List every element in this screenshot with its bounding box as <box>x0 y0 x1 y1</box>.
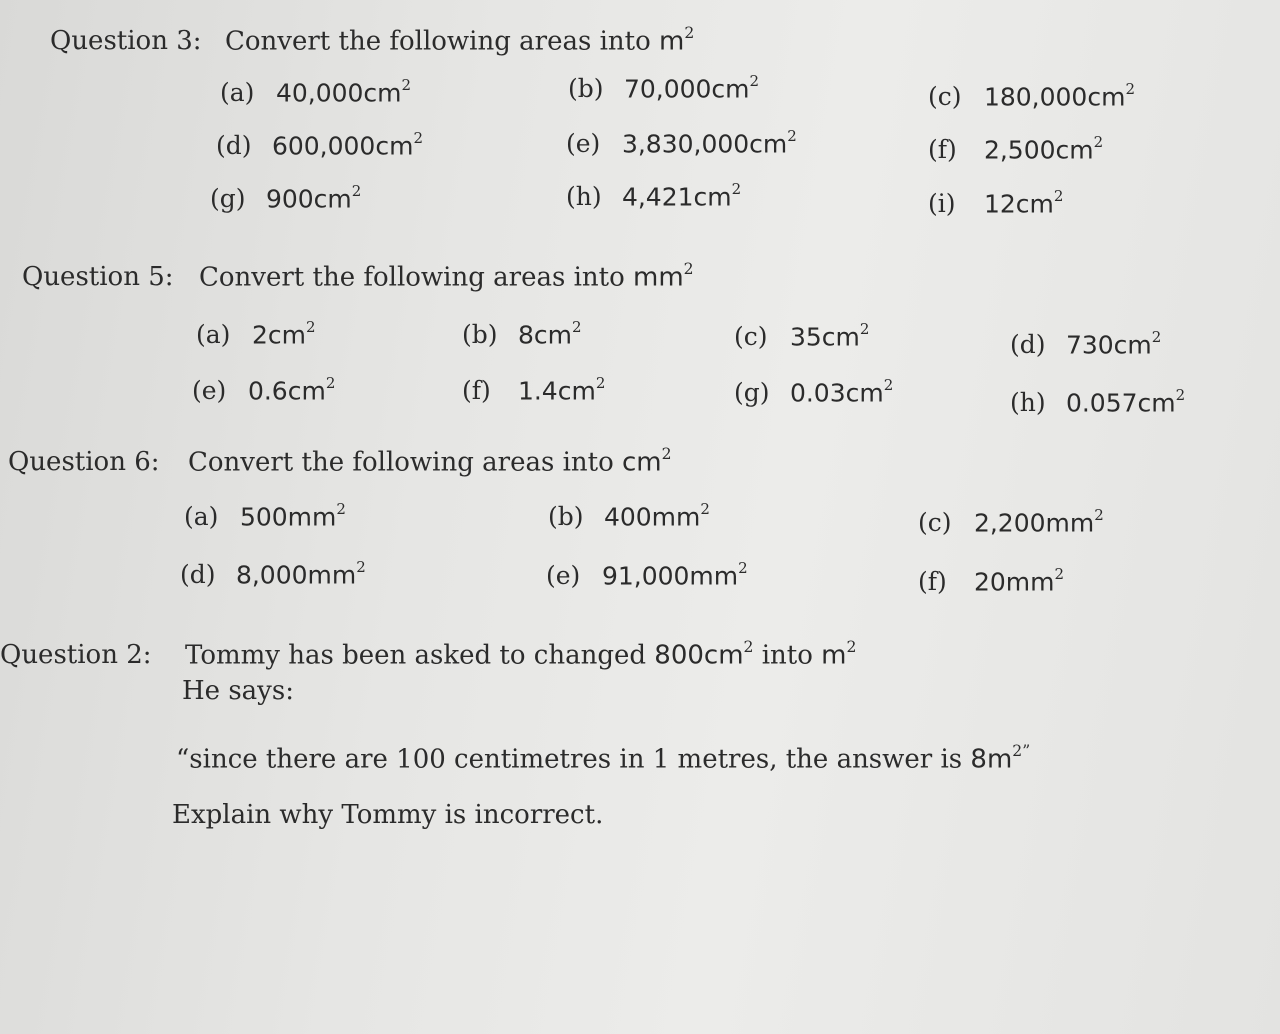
q6-item-f: (f) $20mm^2$ <box>918 564 1065 597</box>
q5-item-g: (g) $0.03cm^2$ <box>734 375 894 408</box>
question-5-number: Question 5: <box>22 262 174 292</box>
question-3-unit: m <box>659 26 685 57</box>
q3-item-g: (g) $900cm^2$ <box>210 181 362 214</box>
question-6-unit: cm <box>622 447 662 478</box>
q3-item-e: (e) $3,830,000cm^2$ <box>566 126 797 159</box>
quote-answer: 8m <box>970 744 1013 775</box>
q5-item-c: (c) $35cm^2$ <box>734 319 870 352</box>
q6-item-e: (e) $91,000mm^2$ <box>546 558 748 591</box>
question-2-value: 800cm <box>654 640 744 671</box>
q5-item-f: (f) $1.4cm^2$ <box>462 373 606 406</box>
question-6-title: Convert the following areas into <box>188 447 614 478</box>
question-6-number: Question 6: <box>8 447 160 477</box>
question-2-text: Tommy has been asked to changed <box>185 640 647 671</box>
q5-item-b: (b) $8cm^2$ <box>462 317 582 350</box>
question-5-unit: mm <box>633 262 684 293</box>
question-3-title: Convert the following areas into <box>225 26 651 57</box>
question-2-he-says: He says: <box>182 676 294 706</box>
q6-item-b: (b) $400mm^2$ <box>548 499 710 532</box>
question-3-number: Question 3: <box>50 26 202 56</box>
question-2-into: into <box>761 640 813 671</box>
q5-item-e: (e) $0.6cm^2$ <box>192 373 336 406</box>
question-5-title: Convert the following areas into <box>199 262 625 293</box>
question-6-heading: Question 6: Convert the following areas into $cm^2$ <box>8 444 672 478</box>
q3-item-f: (f) $2,500cm^2$ <box>928 132 1104 165</box>
question-3-heading: Question 3: Convert the following areas into $m^2$ <box>50 23 695 57</box>
question-2-unit: m <box>821 640 847 671</box>
q5-item-d: (d) $730cm^2$ <box>1010 327 1162 360</box>
question-5-heading: Question 5: Convert the following areas into $mm^2$ <box>22 259 694 293</box>
q6-item-c: (c) $2,200mm^2$ <box>918 505 1104 538</box>
q3-item-c: (c) $180,000cm^2$ <box>928 79 1135 112</box>
q3-item-i: (i) $12cm^2$ <box>928 186 1064 219</box>
q3-item-d: (d) $600,000cm^2$ <box>216 128 423 161</box>
quote-close: ” <box>1022 741 1031 760</box>
quote-text: “since there are 100 centimetres in 1 metres, the answer is <box>176 744 963 775</box>
q3-item-h: (h) $4,421cm^2$ <box>566 179 742 212</box>
q3-item-a: (a) $40,000cm^2$ <box>220 75 412 108</box>
question-2-heading: Question 2: Tommy has been asked to changed $800cm^2$ into $m^2$ <box>0 637 857 671</box>
question-2-number: Question 2: <box>0 640 152 670</box>
q6-item-a: (a) $500mm^2$ <box>184 499 346 532</box>
question-2-quote: “since there are 100 centimetres in 1 metres, the answer is $8m^{2”}$ <box>176 741 1031 775</box>
question-2-explain: Explain why Tommy is incorrect. <box>172 800 604 830</box>
q5-item-a: (a) $2cm^2$ <box>196 317 316 350</box>
q6-item-d: (d) $8,000mm^2$ <box>180 557 366 590</box>
q5-item-h: (h) $0.057cm^2$ <box>1010 385 1186 418</box>
q3-item-b: (b) $70,000cm^2$ <box>568 71 760 104</box>
